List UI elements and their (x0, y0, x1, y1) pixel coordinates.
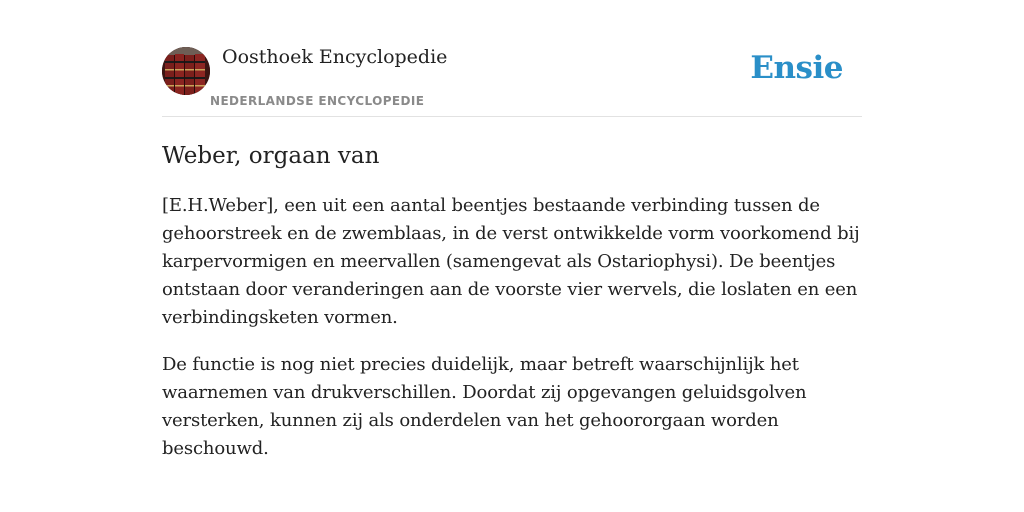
site-subtitle: NEDERLANDSE ENCYCLOPEDIE (210, 94, 425, 108)
article-paragraph: De functie is nog niet precies duidelijk, maar betreft waarschijnlijk het waarnemen van drukverschillen. Doordat zij opgevangen geluidsgolven versterken, kunnen zij als onderdelen van het gehoororgaan worden beschouwd. (162, 354, 807, 459)
site-title[interactable]: Oosthoek Encyclopedie (222, 46, 448, 68)
encyclopedia-books-avatar[interactable] (162, 47, 210, 95)
article-paragraph: [E.H.Weber], een uit een aantal beentjes bestaande verbinding tussen de gehoorstreek en de zwemblaas, in de verst ontwikkelde vorm voorkomend bij karpervormigen en meervallen (samengevat als Ostariophysi). De beentjes ontstaan door veranderingen aan de voorste vier wervels, die loslaten en een verbindingsketen vormen. (162, 195, 860, 328)
page-container (162, 0, 862, 463)
books-icon (162, 47, 210, 95)
brand-logo[interactable]: Ensie (750, 50, 843, 86)
site-header (162, 0, 862, 117)
article-title: Weber, orgaan van (162, 143, 380, 169)
